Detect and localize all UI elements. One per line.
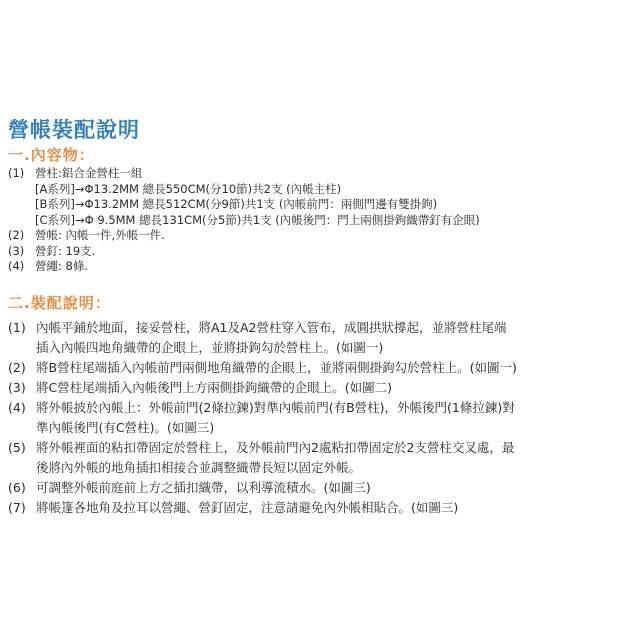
step-line: 將外帳裡面的粘扣帶固定於營柱上，及外帳前門內2處粘扣帶固定於2支營柱交叉處，最 <box>36 440 515 455</box>
step-number: (3) <box>8 380 26 395</box>
assembly-step <box>8 438 636 478</box>
step-line: 將B營柱尾端插入內帳前門兩側地角織帶的企眼上，並將兩側掛鉤勾於營柱上。(如圖一) <box>36 360 517 375</box>
contents-item <box>8 228 636 244</box>
step-line: 後將內外帳的地角插扣相接合並調整織帶長短以固定外帳。 <box>36 460 362 475</box>
step-line: 可調整外帳前庭前上方之插扣織帶，以利導流積水。(如圖三) <box>36 480 371 495</box>
step-line: 將帳篷各地角及拉耳以營繩、營釘固定，注意請避免內外帳相貼合。(如圖三) <box>36 500 459 515</box>
step-text <box>36 438 636 478</box>
item-text: 營繩: 8條. <box>35 259 89 273</box>
step-number: (6) <box>8 480 26 495</box>
step-text <box>36 378 636 398</box>
step-number: (2) <box>8 360 26 375</box>
contents-item <box>8 244 636 260</box>
page-title: 營帳裝配說明 <box>8 118 140 142</box>
step-number: (5) <box>8 440 26 455</box>
pole-series-c: [C系列]→Φ 9.5MM 總長131CM(分5節)共1支 (內帳後門：門上兩側掛鉤織帶釘有企眼) <box>35 212 480 227</box>
pole-series-a: [A系列]→Φ13.2MM 總長550CM(分10節)共2支 (內帳主柱) <box>35 181 342 196</box>
step-line: 準內帳後門(有C營柱)。(如圖三) <box>36 420 215 435</box>
contents-item <box>8 259 636 275</box>
step-number: (7) <box>8 500 26 515</box>
step-line: 插入內帳四地角織帶的企眼上，並將掛鉤勾於營柱上。(如圖一) <box>36 340 384 355</box>
step-text <box>36 478 636 498</box>
item-number: (1) <box>8 166 25 180</box>
step-text <box>36 498 636 518</box>
step-line: 將C營柱尾端插入內帳後門上方兩側掛鉤織帶的企眼上。(如圖二) <box>36 380 392 395</box>
pole-series-b: [B系列]→Φ13.2MM 總長512CM(分9節)共1支 (內帳前門：兩側門邊有雙掛鉤) <box>35 197 438 211</box>
step-text <box>36 398 636 438</box>
step-number: (1) <box>8 320 26 335</box>
step-text <box>36 358 636 378</box>
contents-item <box>8 166 636 182</box>
assembly-step <box>8 398 636 438</box>
assembly-step <box>8 478 636 498</box>
step-number: (4) <box>8 400 26 415</box>
assembly-step <box>8 358 636 378</box>
section-assembly-heading: 二.裝配說明： <box>8 294 111 312</box>
step-text <box>36 318 636 358</box>
assembly-steps <box>8 318 636 518</box>
assembly-step <box>8 318 636 358</box>
item-text: 營釘: 19支. <box>35 243 96 258</box>
section-contents-heading: 一.內容物： <box>8 146 95 164</box>
item-text: 營帳: 內帳一件,外帳一件. <box>35 228 165 242</box>
item-number: (3) <box>8 243 25 258</box>
item-number: (4) <box>8 259 25 273</box>
step-line: 內帳平鋪於地面，接妥營柱，將A1及A2營柱穿入管布，成圓拱狀撐起，並將營柱尾端 <box>36 320 507 335</box>
assembly-step <box>8 498 636 518</box>
step-line: 將外帳披於內帳上：外帳前門(2條拉鍊)對準內帳前門(有B營柱)，外帳後門(1條拉鍊)對 <box>36 400 515 415</box>
item-text: 營柱:鋁合金營柱一組 <box>35 166 143 180</box>
contents-list <box>8 166 636 275</box>
item-number: (2) <box>8 228 25 242</box>
assembly-step <box>8 378 636 398</box>
